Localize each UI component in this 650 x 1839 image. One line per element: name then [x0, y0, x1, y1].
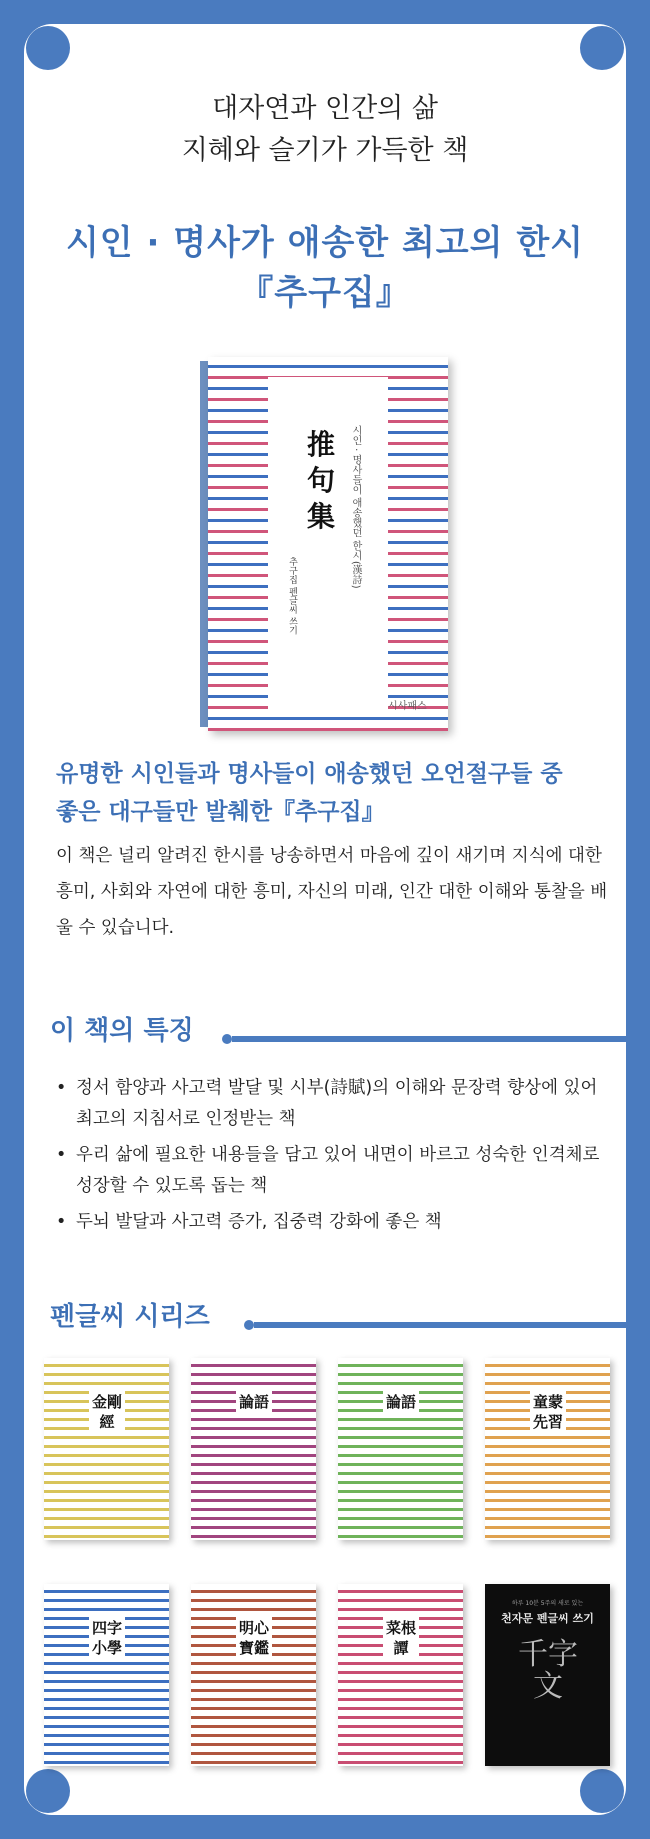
- intro-line: 대자연과 인간의 삶: [212, 93, 438, 124]
- book-title: 明心寶鑑: [236, 1614, 272, 1662]
- feature-item: • 우리 삶에 필요한 내용들을 담고 있어 내면이 바르고 성숙한 인격체로 성장할 수 있도록 돕는 책: [56, 1140, 616, 1202]
- book-title: 四字小學: [89, 1614, 125, 1662]
- section-line-dot: [222, 1034, 232, 1044]
- features-title: 이 책의 특징: [50, 1016, 194, 1046]
- series-book-cover: [485, 1358, 610, 1540]
- dark-book-title: 천자문 펜글씨 쓰기: [501, 1612, 594, 1625]
- series-book-cover: [338, 1358, 463, 1540]
- headline: [0, 218, 650, 318]
- book-title: 金剛經: [89, 1388, 125, 1436]
- summary-heading-line: 좋은 대구들만 발췌한『추구집』: [56, 799, 385, 825]
- series-title: 펜글씨 시리즈: [50, 1302, 210, 1332]
- corner-notch: [580, 1769, 624, 1813]
- dark-book-tagline: 하루 10분 5주의 새로 있는: [511, 1600, 584, 1607]
- cover-title: 推句集: [306, 428, 335, 533]
- book-title: 論語: [383, 1388, 419, 1416]
- book-cover-art: [208, 357, 448, 731]
- series-book-cover: [44, 1358, 169, 1540]
- section-divider: [232, 1036, 626, 1042]
- headline-line: 시인 · 명사가 애송한 최고의 한시: [65, 223, 585, 263]
- publisher-logo: 시사패스: [388, 701, 427, 712]
- features-list: [56, 1073, 616, 1243]
- summary-heading: [56, 755, 616, 831]
- headline-line: 『추구집』: [239, 273, 411, 313]
- feature-item: • 두뇌 발달과 사고력 증가, 집중력 강화에 좋은 책: [56, 1207, 616, 1238]
- series-book-cover: [191, 1584, 316, 1766]
- corner-notch: [26, 26, 70, 70]
- summary-body: 이 책은 널리 알려진 한시를 낭송하면서 마음에 깊이 새기며 지식에 대한 흥미, 사회와 자연에 대한 흥미, 자신의 미래, 인간 대한 이해와 통찰을 배울 수 있습니다.: [56, 846, 608, 938]
- feature-item: • 정서 함양과 사고력 발달 및 시부(詩賦)의 이해와 문장력 향상에 있어 최고의 지침서로 인정받는 책: [56, 1073, 616, 1135]
- book-cover-main: [200, 357, 448, 731]
- section-line-dot: [244, 1320, 254, 1330]
- book-title: 童蒙先習: [530, 1388, 566, 1436]
- corner-notch: [580, 26, 624, 70]
- dark-book-hanja: 千字文: [518, 1637, 578, 1704]
- book-title: 論語: [236, 1388, 272, 1416]
- cover-small-text: 추구집 펜글씨 쓰기: [287, 557, 297, 635]
- intro-text: [0, 88, 650, 172]
- series-book-cover: [338, 1584, 463, 1766]
- corner-notch: [26, 1769, 70, 1813]
- series-book-cover-dark: [485, 1584, 610, 1766]
- section-divider: [254, 1322, 626, 1328]
- book-spine: [200, 361, 208, 727]
- series-book-cover: [44, 1584, 169, 1766]
- intro-line: 지혜와 슬기가 가득한 책: [181, 135, 469, 166]
- summary-heading-line: 유명한 시인들과 명사들이 애송했던 오언절구들 중: [56, 761, 563, 787]
- book-title: 菜根譚: [383, 1614, 419, 1662]
- cover-subtitle: 시인 · 명사들이 애송했던 한시(漢詩): [350, 425, 361, 589]
- series-book-cover: [191, 1358, 316, 1540]
